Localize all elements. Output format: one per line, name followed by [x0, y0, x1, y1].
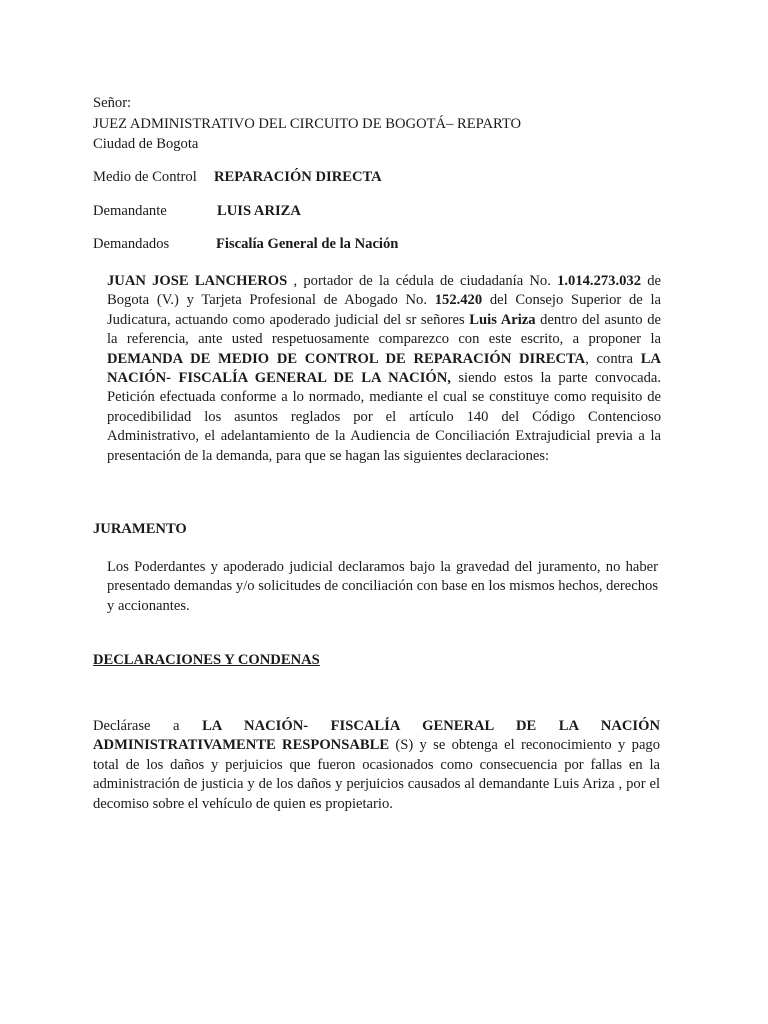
declaraciones-bold: LA NACIÓN- FISCALÍA GENERAL DE LA NACIÓN ADMINISTRATIVAMENTE RESPONSABLE — [93, 718, 660, 754]
intro-text-2: de Bogota (V.) y Tarjeta Profesional de Abogado No. — [107, 273, 661, 309]
attorney-name: JUAN JOSE LANCHEROS — [107, 273, 288, 289]
medio-value: REPARACIÓN DIRECTA — [214, 169, 382, 185]
declaraciones-text-2: (S) y se obtenga el reconocimiento y pago total de los daños y perjuicios que fueron ocasionados como consecuencia por fallas en la administración de justicia y de los daños y perjuicios causados al demandante Luis Ariza , por el decomiso sobre el vehículo de quien es propietario. — [93, 737, 661, 812]
juramento-paragraph: Los Poderdantes y apoderado judicial declaramos bajo la gravedad del juramento, no haber presentado demandas y/o solicitudes de conciliación con base en los mismos hechos, derechos y accionantes. — [107, 559, 658, 614]
intro-text-3: del Consejo Superior de la Judicatura, actuando como apoderado judicial del sr señores — [107, 292, 661, 328]
meta-demandante-row — [93, 201, 301, 221]
addressee-block — [93, 93, 521, 155]
demandante-value: LUIS ARIZA — [217, 203, 301, 219]
demandante-label: Demandante — [93, 203, 167, 219]
intro-text-6: siendo estos la parte convocada. Petición efectuada conforme a lo normado, mediante el cual se constituye como requisito de procedibilidad los asuntos reglados por el artículo 140 del Código Contencioso Administrativo, el adelantamiento de la Audiencia de Conciliación Extrajudicial previa a la presentación de la demanda, para que se hagan las siguientes declaraciones: — [107, 370, 661, 464]
juramento-heading: JURAMENTO — [93, 521, 187, 537]
addressee-city: Ciudad de Bogota — [93, 136, 199, 152]
demandados-value: Fiscalía General de la Nación — [216, 236, 399, 252]
cedula-number: 1.014.273.032 — [557, 273, 642, 289]
demandados-label: Demandados — [93, 236, 170, 252]
defendant-name: LA NACIÓN- FISCALÍA GENERAL DE LA NACIÓN, — [107, 350, 661, 387]
intro-text-1: , portador de la cédula de ciudadanía No. — [287, 273, 558, 289]
demanda-title: DEMANDA DE MEDIO DE CONTROL DE REPARACIÓN DIRECTA — [107, 350, 586, 367]
medio-label: Medio de Control — [93, 169, 197, 185]
declaraciones-paragraph — [93, 717, 660, 814]
tarjeta-number: 152.420 — [434, 292, 483, 309]
meta-demandados-row — [93, 234, 399, 254]
meta-medio-row — [93, 167, 382, 187]
declaraciones-heading: DECLARACIONES Y CONDENAS — [93, 652, 320, 668]
client-name: Luis Ariza — [469, 311, 536, 328]
salutation: Señor: — [93, 95, 132, 111]
addressee-court: JUEZ ADMINISTRATIVO DEL CIRCUITO DE BOGOTÁ– REPARTO — [93, 115, 522, 132]
declaraciones-text-1: Declárase a — [93, 718, 203, 734]
intro-paragraph — [107, 272, 661, 466]
intro-text-4: dentro del asunto de la referencia, ante usted respetuosamente comparezco con este escrito, a proponer la — [107, 311, 661, 348]
intro-text-5: , contra — [585, 350, 641, 367]
